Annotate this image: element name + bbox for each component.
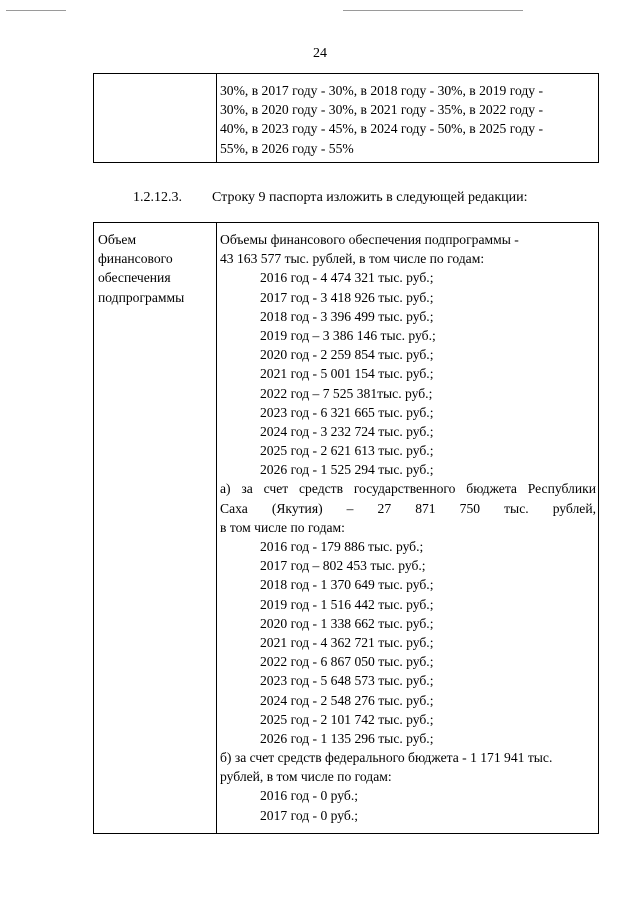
- year-amount-line: 2024 год - 3 232 724 тыс. руб.;: [260, 423, 434, 439]
- year-amount-line: 2026 год - 1 135 296 тыс. руб.;: [260, 730, 434, 746]
- year-amount-line: 2020 год - 1 338 662 тыс. руб.;: [260, 615, 434, 631]
- continuation-line: 30%, в 2017 году - 30%, в 2018 году - 30%, в 2019 году -: [220, 83, 543, 98]
- year-amount-line: 2023 год - 6 321 665 тыс. руб.;: [260, 404, 434, 420]
- passport-row-content: [220, 230, 596, 825]
- year-amount-line: 2019 год – 3 386 146 тыс. руб.;: [260, 327, 436, 343]
- continuation-line: 30%, в 2020 году - 30%, в 2021 году - 35%, в 2022 году -: [220, 102, 543, 118]
- year-amount-line: 2023 год - 5 648 573 тыс. руб.;: [260, 673, 434, 689]
- year-amount-line: 2018 год - 1 370 649 тыс. руб.;: [260, 577, 434, 593]
- page-number: 24: [313, 46, 327, 61]
- label-line: финансового: [98, 251, 173, 267]
- passport-row-label: [98, 230, 210, 307]
- year-amount-line: 2022 год – 7 525 381тыс. руб.;: [260, 385, 433, 401]
- year-amount-line: 2022 год - 6 867 050 тыс. руб.;: [260, 654, 434, 670]
- scan-artifact-left: [6, 10, 66, 11]
- content-line: в том числе по годам:: [220, 519, 345, 535]
- content-line: 43 163 577 тыс. рублей, в том числе по годам:: [220, 251, 485, 267]
- year-amount-line: 2025 год - 2 101 742 тыс. руб.;: [260, 711, 434, 727]
- continuation-cell-text: [220, 81, 596, 158]
- content-line: б) за счет средств федерального бюджета - 1 171 941 тыс.: [220, 750, 553, 766]
- content-line: рублей, в том числе по годам:: [220, 769, 392, 785]
- year-amount-line: 2016 год - 4 474 321 тыс. руб.;: [260, 270, 434, 286]
- label-line: подпрограммы: [98, 289, 185, 305]
- continuation-line: 40%, в 2023 году - 45%, в 2024 году - 50%, в 2025 году -: [220, 121, 543, 137]
- year-amount-line: 2018 год - 3 396 499 тыс. руб.;: [260, 308, 434, 324]
- column-divider: [216, 223, 217, 833]
- scan-artifact-right: [343, 10, 523, 11]
- continuation-table: [93, 73, 599, 163]
- section-number: 1.2.12.3.: [133, 190, 182, 205]
- year-amount-line: 2024 год - 2 548 276 тыс. руб.;: [260, 692, 434, 708]
- section-text: Строку 9 паспорта изложить в следующей редакции:: [212, 190, 528, 205]
- year-amount-line: 2021 год - 5 001 154 тыс. руб.;: [260, 366, 434, 382]
- year-amount-line: 2020 год - 2 259 854 тыс. руб.;: [260, 347, 434, 363]
- content-line: а) за счет средств государственного бюджета Республики: [220, 481, 596, 497]
- year-amount-line: 2019 год - 1 516 442 тыс. руб.;: [260, 596, 434, 612]
- year-amount-line: 2021 год - 4 362 721 тыс. руб.;: [260, 634, 434, 650]
- label-line: обеспечения: [98, 270, 171, 286]
- year-amount-line: 2016 год - 0 руб.;: [260, 788, 358, 804]
- year-amount-line: 2016 год - 179 886 тыс. руб.;: [260, 539, 424, 554]
- year-amount-line: 2017 год - 3 418 926 тыс. руб.;: [260, 289, 434, 305]
- year-amount-line: 2017 год - 0 руб.;: [260, 807, 358, 823]
- passport-table: [93, 222, 599, 834]
- column-divider: [216, 74, 217, 162]
- label-line: Объем: [98, 232, 137, 247]
- content-line: Объемы финансового обеспечения подпрограммы -: [220, 232, 519, 247]
- year-amount-line: 2017 год – 802 453 тыс. руб.;: [260, 558, 426, 574]
- content-line: Саха (Якутия) – 27 871 750 тыс. рублей,: [220, 500, 596, 516]
- year-amount-line: 2026 год - 1 525 294 тыс. руб.;: [260, 462, 434, 478]
- continuation-line: 55%, в 2026 году - 55%: [220, 140, 354, 156]
- year-amount-line: 2025 год - 2 621 613 тыс. руб.;: [260, 443, 434, 459]
